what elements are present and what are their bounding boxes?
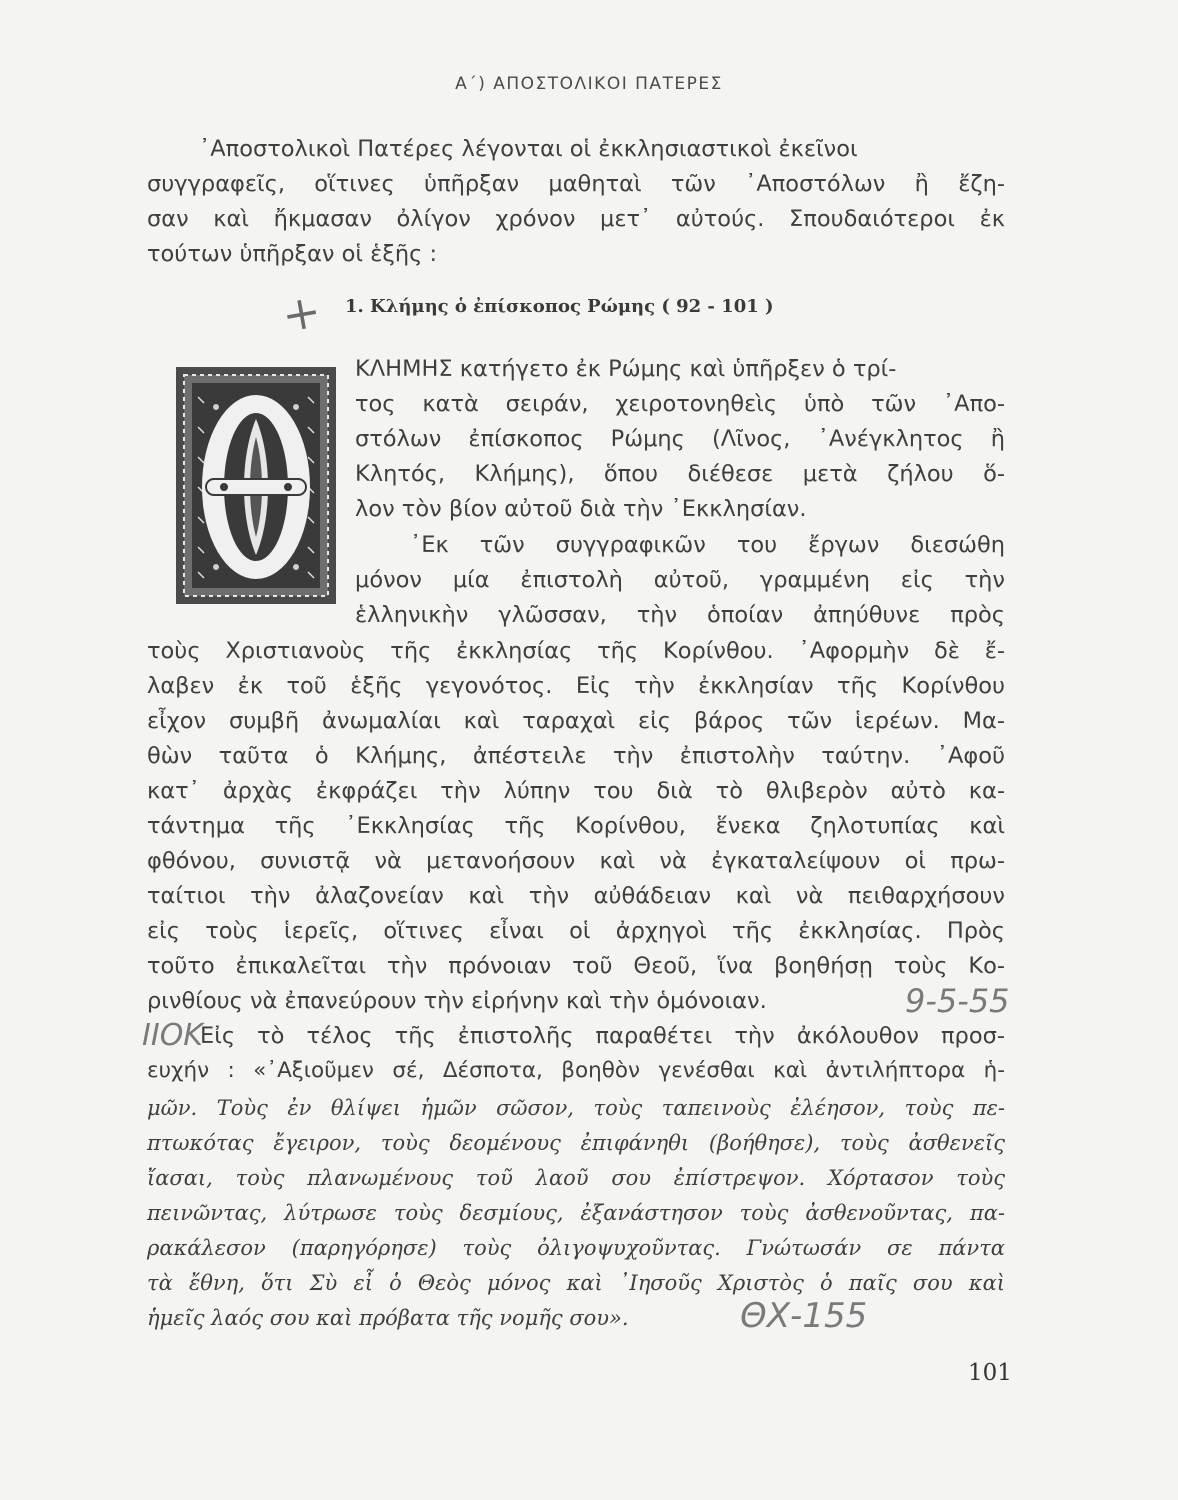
text-line: λαβεν ἐκ τοῦ ἑξῆς γεγονότος. Εἰς τὴν ἐκκλησίαν τῆς Κορίνθου bbox=[147, 673, 1005, 699]
running-head: Α΄) ΑΠΟΣΤΟΛΙΚΟΙ ΠΑΤΕΡΕΣ bbox=[455, 74, 723, 94]
intro-line: συγγραφεῖς, οἵτινες ὑπῆρξαν μαθηταὶ τῶν ᾽Αποστόλων ἢ ἔζη- bbox=[147, 171, 1005, 197]
quote-line: ἡμεῖς λαός σου καὶ πρόβατα τῆς νομῆς σου». bbox=[147, 1306, 629, 1330]
intro-line: τούτων ὑπῆρξαν οἱ ἑξῆς : bbox=[147, 241, 438, 267]
text-line: ἑλληνικὴν γλῶσσαν, τὴν ὁποίαν ἀπηύθυνε πρὸς bbox=[355, 602, 1005, 628]
page-number: 101 bbox=[968, 1360, 1012, 1386]
text-line: ευχήν : «᾽Αξιοῦμεν σέ, Δέσποτα, βοηθὸν γενέσθαι καὶ ἀντιλήπτορα ἡ- bbox=[147, 1058, 1005, 1083]
handwritten-cross-mark: + bbox=[277, 283, 325, 343]
text-line: Εἰς τὸ τέλος τῆς ἐπιστολῆς παραθέτει τὴν ἀκόλουθον προσ- bbox=[200, 1023, 1005, 1049]
text-line: εἰς τοὺς ἱερεῖς, οἵτινες εἶναι οἱ ἀρχηγοὶ τῆς ἐκκλησίας. Πρὸς bbox=[147, 918, 1005, 944]
handwritten-margin-note: ΙΙΟΚ bbox=[142, 1018, 203, 1053]
text-line: ᾽Εκ τῶν συγγραφικῶν του ἔργων διεσώθη bbox=[410, 532, 1005, 558]
text-line: κατ᾽ ἀρχὰς ἐκφράζει τὴν λύπην του διὰ τὸ θλιβερὸν αὐτὸ κα- bbox=[147, 778, 1005, 804]
text-line: Κλητός, Κλήμης), ὅπου διέθεσε μετὰ ζήλου ὅ- bbox=[355, 461, 1005, 487]
quote-line: πτωκότας ἔγειρον, τοὺς δεομένους ἐπιφάνηθι (βοήθησε), τοὺς ἀσθενεῖς bbox=[147, 1131, 1005, 1155]
quote-line: ἴασαι, τοὺς πλανωμένους τοῦ λαοῦ σου ἐπίστρεψον. Χόρτασον τοὺς bbox=[147, 1166, 1005, 1190]
handwritten-date: 9-5-55 bbox=[905, 982, 1010, 1020]
text-line: ΚΛΗΜΗΣ κατήγετο ἐκ Ρώμης καὶ ὑπῆρξεν ὁ τρί- bbox=[355, 356, 897, 382]
decorated-initial bbox=[176, 367, 336, 604]
text-line: λον τὸν βίον αὐτοῦ διὰ τὴν ᾽Εκκλησίαν. bbox=[355, 496, 807, 522]
intro-line: σαν καὶ ἤκμασαν ὀλίγον χρόνον μετ᾽ αὐτούς. Σπουδαιότεροι ἐκ bbox=[147, 206, 1005, 232]
section-heading: 1. Κλήμης ὁ ἐπίσκοπος Ρώμης ( 92 - 101 ) bbox=[345, 296, 774, 317]
intro-paragraph bbox=[147, 132, 1005, 272]
initial-ornament-icon bbox=[176, 367, 336, 604]
text-line: τος κατὰ σειράν, χειροτονηθεὶς ὑπὸ τῶν ᾽Απο- bbox=[355, 391, 1005, 417]
text-line: τάντημα τῆς ᾽Εκκλησίας τῆς Κορίνθου, ἕνεκα ζηλοτυπίας καὶ bbox=[147, 813, 1005, 839]
text-line: ταίτιοι τὴν ἀλαζονείαν καὶ τὴν αὐθάδειαν καὶ νὰ πειθαρχήσουν bbox=[147, 883, 1005, 909]
text-line: τοῦτο ἐπικαλεῖται τὴν πρόνοιαν τοῦ Θεοῦ, ἵνα βοηθήσῃ τοὺς Κο- bbox=[147, 953, 1005, 979]
quote-line: τὰ ἔθνη, ὅτι Σὺ εἶ ὁ Θεὸς μόνος καὶ ᾽Ιησοῦς Χριστὸς ὁ παῖς σου καὶ bbox=[147, 1271, 1005, 1295]
handwritten-end-note: ΘΧ-155 bbox=[740, 1296, 868, 1336]
intro-line: ᾽Αποστολικοὶ Πατέρες λέγονται οἱ ἐκκλησιαστικοὶ ἐκεῖνοι bbox=[199, 136, 858, 162]
quote-line: ρακάλεσον (παρηγόρησε) τοὺς ὀλιγοψυχοῦντας. Γνώτωσάν σε πάντα bbox=[147, 1236, 1005, 1260]
quote-line: πεινῶντας, λύτρωσε τοὺς δεσμίους, ἐξανάστησον τοὺς ἀσθενοῦντας, πα- bbox=[147, 1201, 1005, 1225]
text-line: στόλων ἐπίσκοπος Ρώμης (Λῖνος, ᾽Ανέγκλητος ἢ bbox=[355, 426, 1005, 452]
text-line: ρινθίους νὰ ἐπανεύρουν τὴν εἰρήνην καὶ τὴν ὁμόνοιαν. bbox=[147, 988, 767, 1014]
text-line: τοὺς Χριστιανοὺς τῆς ἐκκλησίας τῆς Κορίνθου. ᾽Αφορμὴν δὲ ἔ- bbox=[147, 638, 1005, 664]
text-line: εἶχον συμβῆ ἀνωμαλίαι καὶ ταραχαὶ εἰς βάρος τῶν ἱερέων. Μα- bbox=[147, 708, 1005, 734]
text-line: μόνον μία ἐπιστολὴ αὐτοῦ, γραμμένη εἰς τὴν bbox=[355, 567, 1005, 593]
text-line: φθόνου, συνιστᾷ νὰ μετανοήσουν καὶ νὰ ἐγκαταλείψουν οἱ πρω- bbox=[147, 848, 1005, 874]
text-line: θὼν ταῦτα ὁ Κλήμης, ἀπέστειλε τὴν ἐπιστολὴν ταύτην. ᾽Αφοῦ bbox=[147, 743, 1005, 769]
quote-line: μῶν. Τοὺς ἐν θλίψει ἡμῶν σῶσον, τοὺς ταπεινοὺς ἐλέησον, τοὺς πε- bbox=[147, 1096, 1005, 1120]
